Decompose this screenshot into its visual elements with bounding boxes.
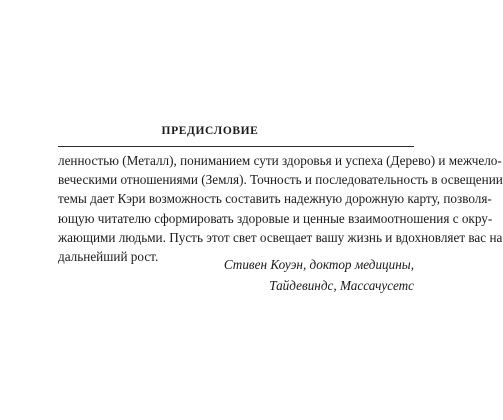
running-header-title: ПРЕДИСЛОВИЕ	[161, 125, 259, 137]
text-line: веческими отношениями (Земля). Точность и последовательность в освещении	[58, 172, 503, 188]
text-line: темы дает Кэри возможность составить надежную дорожную карту, позволя-	[58, 191, 492, 207]
body-paragraph	[58, 151, 503, 266]
signature-author: Стивен Коуэн, доктор медицины,	[223, 257, 414, 272]
text-line: ленностью (Металл), пониманием сути здоровья и успеха (Дерево) и межчело-	[58, 153, 502, 168]
text-line: дальнейший рост.	[58, 249, 159, 265]
author-signature	[224, 255, 414, 296]
header-rule	[58, 146, 414, 147]
text-line: жающими людьми. Пусть этот свет освещает вашу жизнь и вдохновляет вас на	[58, 229, 503, 245]
text-line: ющую читателю сформировать здоровые и ценные взаимоотношения с окру-	[58, 210, 493, 226]
signature-location: Тайдевиндс, Массачусетс	[269, 277, 414, 293]
